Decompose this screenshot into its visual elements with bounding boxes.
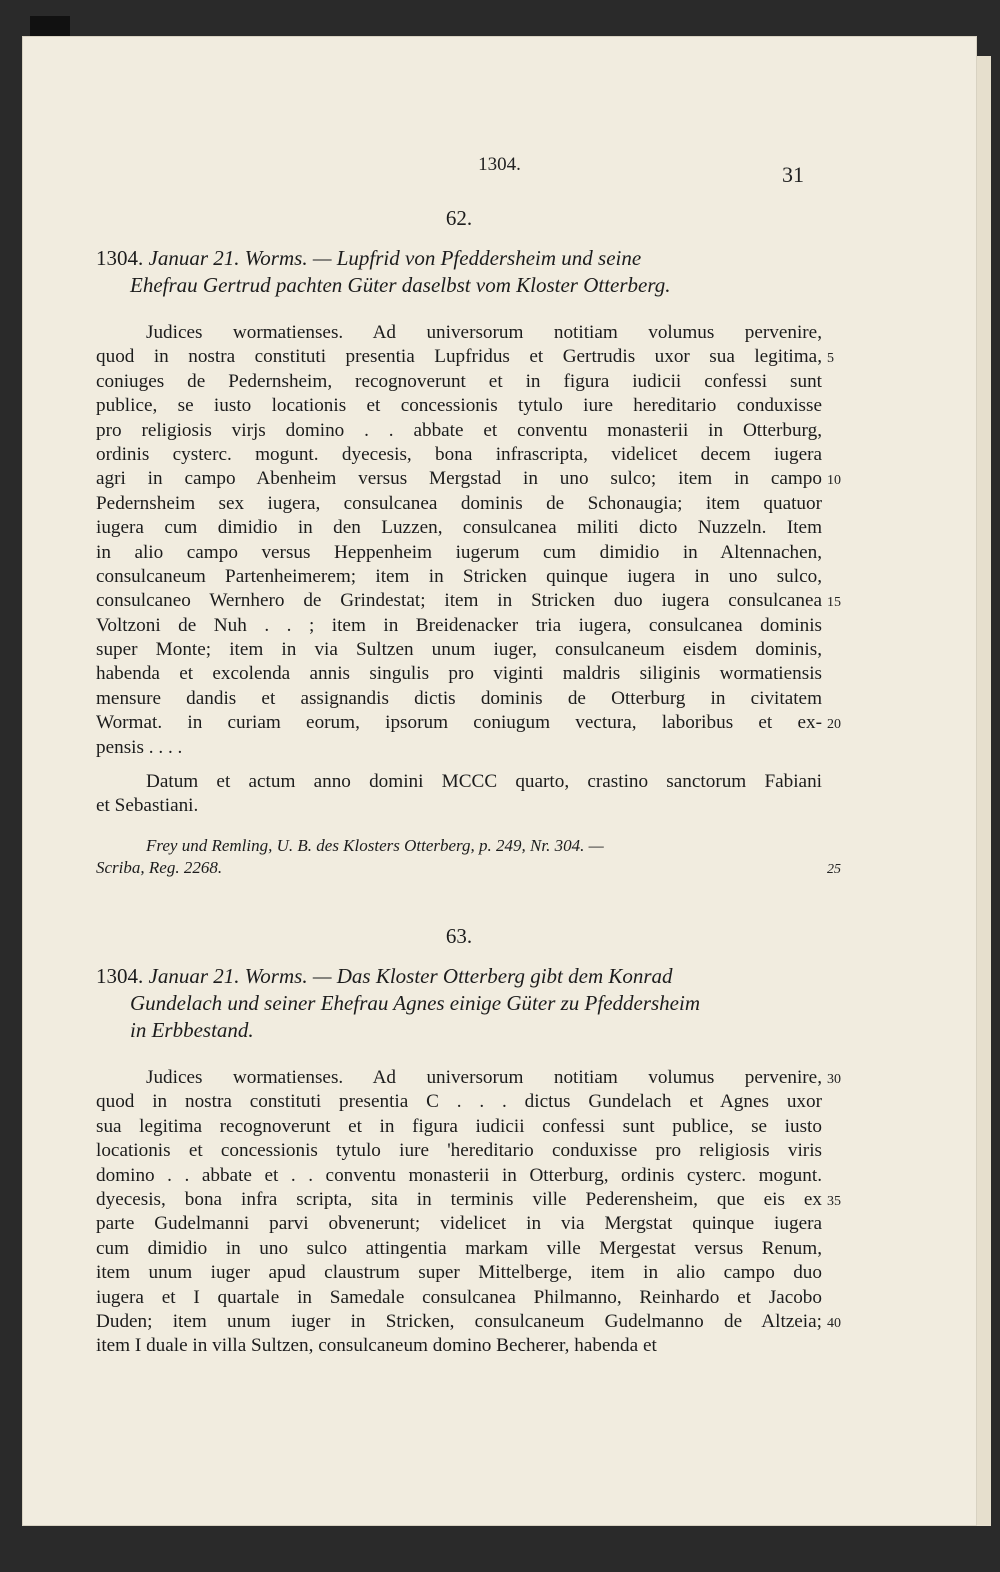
body-line-text: cum dimidio in uno sulco attingentia markam ville Mergestat versus Renum, [96,1237,822,1259]
body-line-text: agri in campo Abenheim versus Mergstad in uno sulco; item in campo [96,468,822,490]
body-line-text: parte Gudelmanni parvi obvenerunt; videlicet in via Mergstat quinque iugera [96,1213,822,1235]
line-number: 30 [827,1072,841,1087]
body-line-text: publice, se iusto locationis et concessionis tytulo iure hereditario conduxisse [96,395,822,417]
body-line-text: iugera et I quartale in Samedale consulcanea Philmanno, Reinhardo et Jacobo [96,1286,822,1308]
body-line-text: locationis et concessionis tytulo iure 'hereditario conduxisse pro religiosis viris [96,1140,822,1162]
body-line-text: item unum iuger apud claustrum super Mittelberge, item in alio campo duo [96,1262,822,1284]
heading-year: 1304. [96,964,144,988]
line-number: 40 [827,1315,841,1331]
body-line [96,1090,822,1114]
body-line-text: Voltzoni de Nuh . . ; item in Breidenacker tria iugera, consulcanea dominis [96,614,822,636]
page-number: 31 [782,162,804,187]
entry-heading [96,963,822,1044]
body-line [96,1066,841,1090]
body-line [96,419,822,443]
heading-year: 1304. [96,246,144,270]
body-line [96,1310,841,1334]
body-line-text: iugera cum dimidio in den Luzzen, consulcanea militi dicto Nuzzeln. Item [96,517,822,539]
body-line [96,1334,822,1358]
source-line-2: Scriba, Reg. 2268. [96,857,223,877]
source-citation [96,835,841,879]
body-line [96,394,822,418]
body-line-text: in alio campo versus Heppenheim iugerum cum dimidio in Altennachen, [96,541,822,563]
body-line [96,541,822,565]
body-line-text: Judices wormatienses. Ad universorum notitiam volumus pervenire, [146,1067,822,1088]
body-line-text: Duden; item unum iuger in Stricken, consulcaneum Gudelmanno de Altzeia; [96,1310,822,1332]
body-line [96,736,822,760]
entry-number: 62. [445,206,473,230]
body-line [96,687,822,711]
line-number: 25 [827,861,841,877]
body-line [96,345,834,369]
heading-text: Januar 21. Worms. — Das Kloster Otterberg gibt dem Konrad [148,964,673,988]
body-line [96,370,822,394]
body-line [96,1212,822,1236]
line-number: 15 [827,595,841,611]
heading-text-line-2: Gundelach und seiner Ehefrau Agnes einige Güter zu Pfeddersheim [130,991,701,1015]
body-line-text: quod in nostra constituti presentia Lupfridus et Gertrudis uxor sua legitima, [96,346,822,368]
line-number: 35 [827,1193,841,1209]
entry-body [96,321,841,760]
body-line-text: quod in nostra constituti presentia C . . . dictus Gundelach et Agnes uxor [96,1091,822,1113]
heading-text: Januar 21. Worms. — Lupfrid von Pfeddersheim und seine [148,246,642,270]
body-line [96,1139,822,1163]
entry-number: 63. [445,924,473,948]
body-line-text: habenda et excolenda annis singulis pro viginti maldris siliginis wormatiensis [96,663,822,685]
entry-63 [96,924,841,1359]
body-line [96,1237,822,1261]
entry-body [96,1066,841,1359]
body-line [96,614,822,638]
body-line-text: dyecesis, bona infra scripta, sita in terminis ville Pederensheim, que eis ex [96,1188,822,1210]
heading-text-line-3: in Erbbestand. [130,1018,254,1042]
body-line [96,1188,841,1212]
body-line-text: Judices wormatienses. Ad universorum notitiam volumus pervenire, [146,322,822,343]
body-line-text: coniuges de Pedernsheim, recognoverunt et in figura iudicii confessi sunt [96,370,822,392]
body-line-text: sua legitima recognoverunt et in figura iudicii confessi sunt publice, se iusto [96,1115,822,1137]
body-line [96,1261,822,1285]
body-line-text: mensure dandis et assignandis dictis dominis de Otterburg in civitatem [96,687,822,709]
body-line-text: pro religiosis virjs domino . . abbate et conventu monasterii in Otterburg, [96,419,822,441]
line-number: 5 [827,351,834,367]
body-line [96,1115,822,1139]
body-line-text: pensis . . . . [96,736,183,758]
body-line-text: Pedernsheim sex iugera, consulcanea dominis de Schonaugia; item quatuor [96,492,822,514]
body-line-text: Wormat. in curiam eorum, ipsorum coniugum vectura, laboribus et ex- [96,712,822,734]
source-line: Frey und Remling, U. B. des Klosters Otterberg, p. 249, Nr. 304. — [146,835,604,855]
entry-heading [96,245,822,299]
heading-text-line-2: Ehefrau Gertrud pachten Güter daselbst vom Kloster Otterberg. [130,273,671,297]
body-line-text: super Monte; item in via Sultzen unum iuger, consulcaneum eisdem dominis, [96,639,822,661]
body-line [96,492,822,516]
body-line [96,662,822,686]
body-line-text: consulcaneum Partenheimerem; item in Stricken quinque iugera in uno sulco, [96,565,822,587]
body-line [96,443,822,467]
body-line-text: consulcaneo Wernhero de Grindestat; item in Stricken duo iugera consulcanea [96,590,822,612]
body-line [96,711,841,735]
body-line [96,589,841,613]
body-line [96,638,822,662]
body-line [96,467,841,491]
body-line-text: domino . . abbate et . . conventu monasterii in Otterburg, ordinis cysterc. mogunt. [96,1164,822,1186]
body-line [96,565,822,589]
body-line-text: item I duale in villa Sultzen, consulcaneum domino Becherer, habenda et [96,1335,657,1357]
datum-line-continued: et Sebastiani. [96,795,199,817]
page-edge [977,56,991,1526]
line-number: 10 [827,473,841,489]
body-line [96,1286,822,1310]
corner-tab [30,16,70,38]
datum-line: Datum et actum anno domini MCCC quarto, crastino sanctorum Fabiani [146,771,822,793]
running-head: 1304. [478,154,521,175]
body-line-text: ordinis cysterc. mogunt. dyecesis, bona infrascripta, videlicet decem iugera [96,443,822,465]
body-line [96,516,822,540]
body-line [96,1164,822,1188]
entry-62 [96,206,841,879]
body-line [96,321,822,345]
book-page [22,36,977,1526]
line-number: 20 [827,717,841,733]
